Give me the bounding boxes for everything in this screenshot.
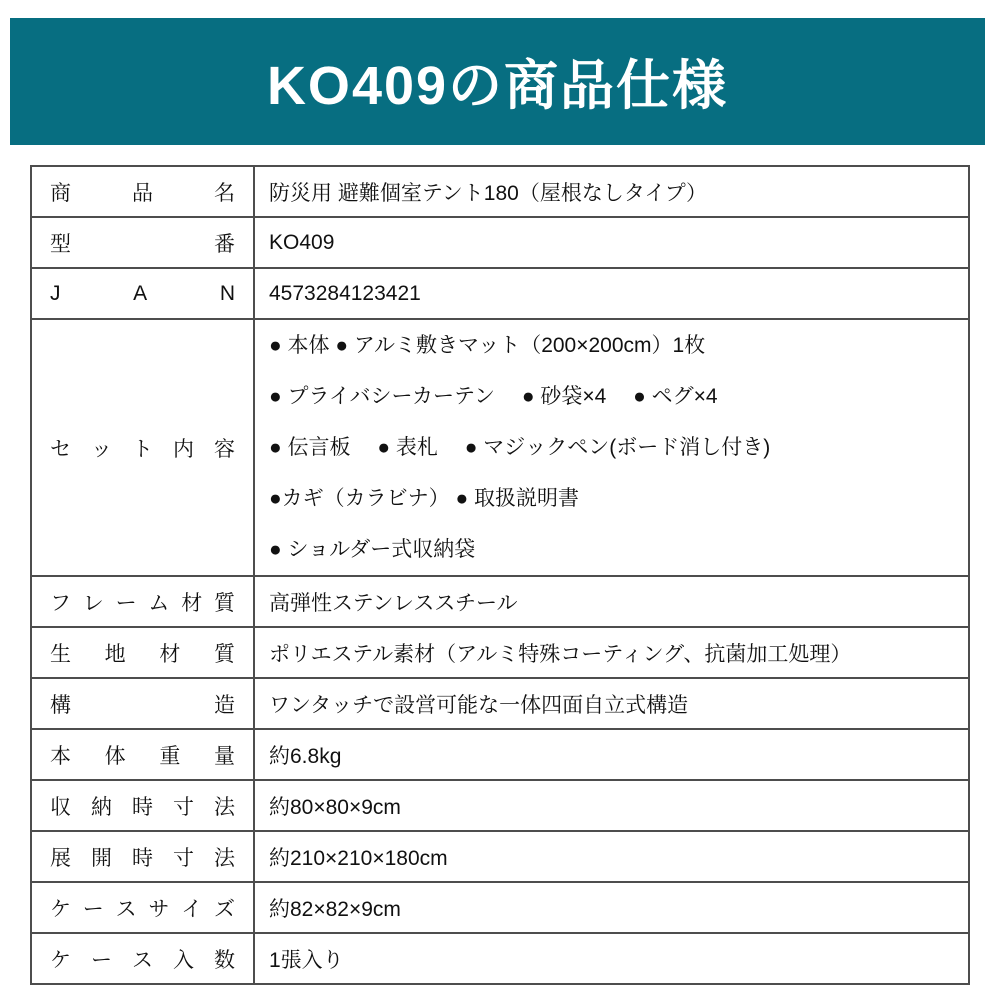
set-content-line: ● ショルダー式収納袋 — [269, 538, 476, 561]
header-banner — [10, 18, 985, 145]
spec-row — [31, 729, 969, 780]
spec-value: 1張入り — [254, 933, 969, 984]
page-title: KO409の商品仕様 — [266, 56, 729, 116]
spec-row — [31, 217, 969, 268]
set-content-line: ● 伝言板 ● 表札 ● マジックペン(ボード消し付き) — [269, 436, 771, 459]
spec-value: ワンタッチで設営可能な一体四面自立式構造 — [254, 678, 969, 729]
spec-label-text: セ ッ ト 内 容 — [50, 437, 235, 461]
spec-label-text: J A N — [50, 281, 235, 305]
spec-row — [31, 166, 969, 217]
spec-label-text: ケ ー ス サ イ ズ — [50, 897, 235, 921]
spec-value: 防災用 避難個室テント180（屋根なしタイプ） — [254, 166, 969, 217]
spec-row — [31, 627, 969, 678]
spec-row — [31, 268, 969, 319]
spec-label-text: 本 体 重 量 — [50, 744, 235, 768]
spec-value: 約6.8kg — [254, 729, 969, 780]
spec-label — [31, 933, 254, 984]
spec-label-text: 収 納 時 寸 法 — [50, 795, 235, 819]
spec-value: ポリエステル素材（アルミ特殊コーティング、抗菌加工処理） — [254, 627, 969, 678]
spec-row — [31, 831, 969, 882]
spec-label — [31, 780, 254, 831]
spec-row — [31, 319, 969, 576]
spec-value — [254, 319, 969, 576]
spec-value: 約82×82×9cm — [254, 882, 969, 933]
spec-table-body — [31, 166, 969, 984]
set-content-line: ● プライバシーカーテン ● 砂袋×4 ● ペグ×4 — [269, 385, 718, 408]
spec-value: 4573284123421 — [254, 268, 969, 319]
spec-value: KO409 — [254, 217, 969, 268]
spec-label-text: 型 番 — [50, 232, 235, 256]
spec-label — [31, 882, 254, 933]
spec-row — [31, 780, 969, 831]
spec-label-text: 商 品 名 — [50, 181, 235, 205]
spec-label-text: 生 地 材 質 — [50, 642, 235, 666]
spec-table — [30, 165, 970, 985]
spec-label-text: ケ ー ス 入 数 — [50, 948, 235, 972]
spec-label — [31, 831, 254, 882]
spec-value: 高弾性ステンレススチール — [254, 576, 969, 627]
spec-value: 約80×80×9cm — [254, 780, 969, 831]
spec-label — [31, 729, 254, 780]
spec-label — [31, 319, 254, 576]
spec-row — [31, 882, 969, 933]
spec-row — [31, 678, 969, 729]
spec-value: 約210×210×180cm — [254, 831, 969, 882]
set-content-line: ●カギ（カラビナ） ● 取扱説明書 — [269, 487, 580, 510]
spec-label — [31, 166, 254, 217]
spec-label-text: 展 開 時 寸 法 — [50, 846, 235, 870]
spec-label — [31, 678, 254, 729]
spec-label-text: 構 造 — [50, 693, 235, 717]
spec-row — [31, 576, 969, 627]
spec-label — [31, 268, 254, 319]
spec-label — [31, 627, 254, 678]
spec-label — [31, 217, 254, 268]
spec-row — [31, 933, 969, 984]
spec-label-text: フ レ ー ム 材 質 — [50, 591, 235, 615]
set-content-line: ● 本体 ● アルミ敷きマット（200×200cm）1枚 — [269, 334, 706, 357]
spec-label — [31, 576, 254, 627]
